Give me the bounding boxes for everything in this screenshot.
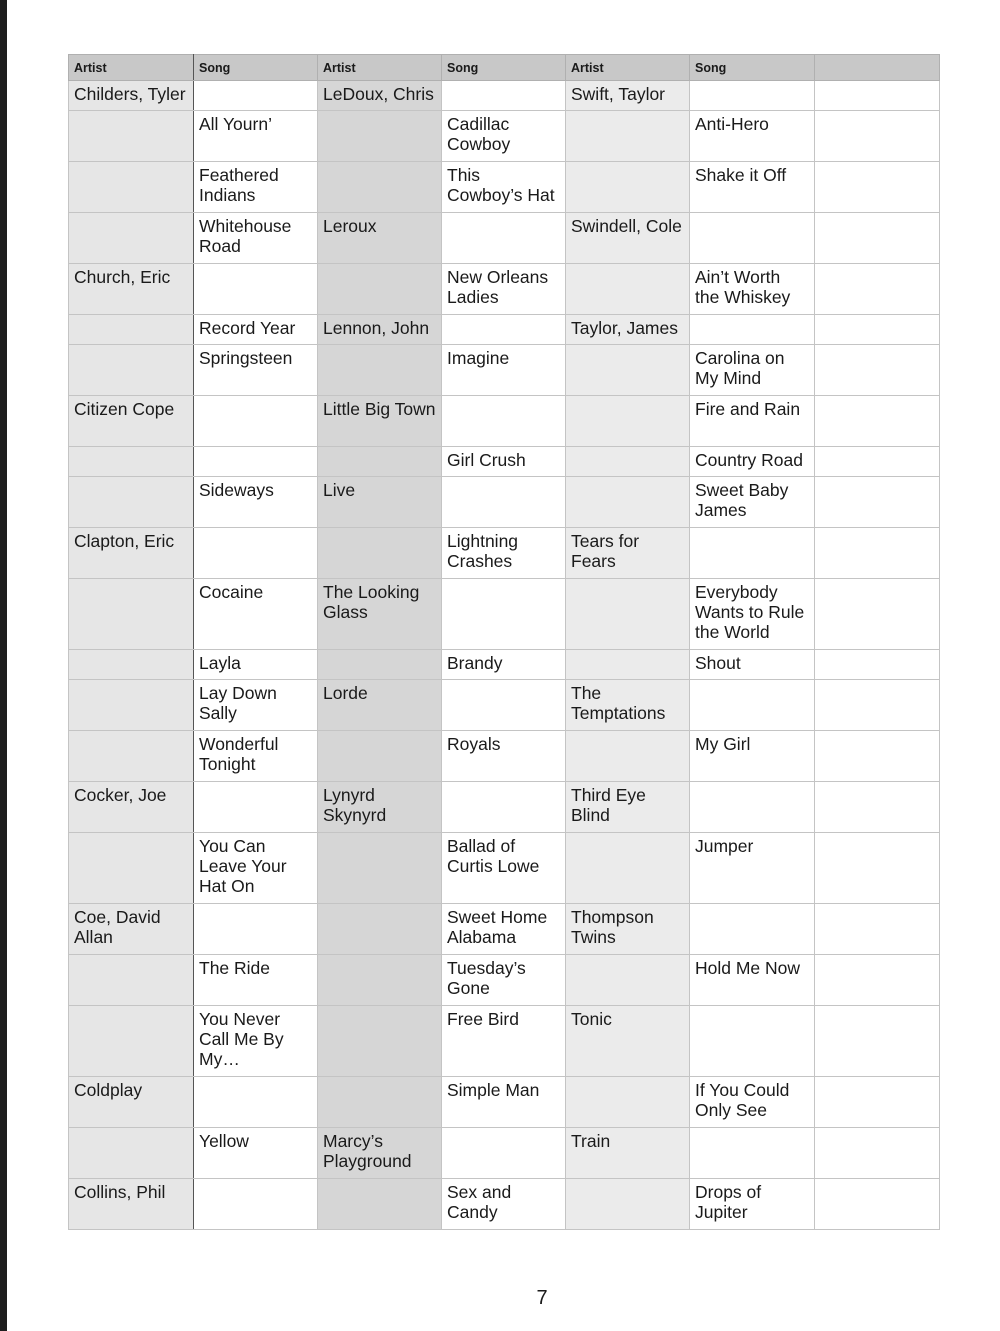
artist-cell: Clapton, Eric: [69, 528, 194, 579]
artist-cell: Tonic: [566, 1006, 690, 1077]
song-cell: [194, 447, 318, 477]
song-cell: Hold Me Now: [690, 955, 815, 1006]
artist-cell: [318, 833, 442, 904]
song-cell: Sex and Candy: [442, 1179, 566, 1230]
artist-cell: [318, 731, 442, 782]
song-cell: Ballad of Curtis Lowe: [442, 833, 566, 904]
blank-cell: [815, 1128, 940, 1179]
artist-cell: The Temptations: [566, 680, 690, 731]
artist-cell: [566, 833, 690, 904]
blank-cell: [815, 833, 940, 904]
artist-cell: Taylor, James: [566, 315, 690, 345]
table-row: [69, 477, 940, 528]
table-row: [69, 782, 940, 833]
blank-cell: [815, 213, 940, 264]
artist-cell: [318, 162, 442, 213]
song-cell: Shake it Off: [690, 162, 815, 213]
song-cell: [442, 213, 566, 264]
blank-cell: [815, 782, 940, 833]
artist-cell: The Looking Glass: [318, 579, 442, 650]
header-cell: Artist: [318, 55, 442, 81]
song-cell: [690, 680, 815, 731]
table-row: [69, 213, 940, 264]
blank-cell: [815, 396, 940, 447]
song-cell: Ain’t Worth the Whiskey: [690, 264, 815, 315]
artist-cell: [318, 650, 442, 680]
artist-cell: [318, 955, 442, 1006]
header-cell: Artist: [566, 55, 690, 81]
song-cell: [194, 782, 318, 833]
table-row: [69, 111, 940, 162]
song-cell: Sweet Home Alabama: [442, 904, 566, 955]
artist-cell: Coe, David Allan: [69, 904, 194, 955]
song-cell: Whitehouse Road: [194, 213, 318, 264]
song-cell: If You Could Only See: [690, 1077, 815, 1128]
song-cell: Girl Crush: [442, 447, 566, 477]
table-row: [69, 680, 940, 731]
artist-cell: [318, 528, 442, 579]
artist-cell: Train: [566, 1128, 690, 1179]
table-body: [69, 81, 940, 1230]
song-cell: [690, 1006, 815, 1077]
page-number: 7: [536, 1287, 548, 1309]
artist-cell: [318, 345, 442, 396]
artist-cell: [566, 447, 690, 477]
artist-cell: Thompson Twins: [566, 904, 690, 955]
artist-cell: [69, 1006, 194, 1077]
artist-cell: [69, 315, 194, 345]
artist-cell: Third Eye Blind: [566, 782, 690, 833]
song-cell: Simple Man: [442, 1077, 566, 1128]
artist-cell: [318, 447, 442, 477]
song-cell: Layla: [194, 650, 318, 680]
blank-cell: [815, 528, 940, 579]
song-cell: [194, 81, 318, 111]
blank-cell: [815, 264, 940, 315]
song-cell: [442, 782, 566, 833]
table-row: [69, 345, 940, 396]
artist-cell: [566, 396, 690, 447]
blank-cell: [815, 1077, 940, 1128]
song-cell: Anti-Hero: [690, 111, 815, 162]
song-cell: Royals: [442, 731, 566, 782]
artist-cell: Cocker, Joe: [69, 782, 194, 833]
artist-cell: Coldplay: [69, 1077, 194, 1128]
song-cell: Tuesday’s Gone: [442, 955, 566, 1006]
song-cell: Drops of Jupiter: [690, 1179, 815, 1230]
artist-cell: [318, 1077, 442, 1128]
song-cell: Carolina on My Mind: [690, 345, 815, 396]
song-cell: All Yourn’: [194, 111, 318, 162]
artist-cell: [566, 345, 690, 396]
artist-cell: [69, 650, 194, 680]
song-cell: [442, 1128, 566, 1179]
artist-cell: Lynyrd Skynyrd: [318, 782, 442, 833]
table-row: [69, 162, 940, 213]
song-cell: Cadillac Cowboy: [442, 111, 566, 162]
song-cell: [442, 680, 566, 731]
table-row: [69, 1077, 940, 1128]
table-row: [69, 528, 940, 579]
artist-cell: [566, 650, 690, 680]
artist-cell: [69, 213, 194, 264]
artist-cell: [566, 264, 690, 315]
artist-cell: [566, 731, 690, 782]
artist-cell: [566, 955, 690, 1006]
song-cell: [442, 579, 566, 650]
page-edge-bar: [0, 0, 7, 1331]
table-row: [69, 81, 940, 111]
song-cell: [194, 264, 318, 315]
song-cell: Shout: [690, 650, 815, 680]
song-cell: New Orleans Ladies: [442, 264, 566, 315]
artist-cell: [566, 1179, 690, 1230]
artist-cell: [318, 264, 442, 315]
song-cell: My Girl: [690, 731, 815, 782]
song-cell: You Can Leave Your Hat On: [194, 833, 318, 904]
song-cell: [442, 396, 566, 447]
song-cell: The Ride: [194, 955, 318, 1006]
artist-cell: Collins, Phil: [69, 1179, 194, 1230]
blank-cell: [815, 731, 940, 782]
song-cell: [194, 396, 318, 447]
blank-cell: [815, 447, 940, 477]
artist-cell: Lorde: [318, 680, 442, 731]
table-row: [69, 396, 940, 447]
song-cell: [194, 904, 318, 955]
table-row: [69, 731, 940, 782]
artist-cell: Live: [318, 477, 442, 528]
table-header: [69, 55, 940, 81]
song-cell: Sweet Baby James: [690, 477, 815, 528]
table-row: [69, 315, 940, 345]
song-cell: Yellow: [194, 1128, 318, 1179]
blank-cell: [815, 650, 940, 680]
artist-cell: [318, 1179, 442, 1230]
header-cell: [815, 55, 940, 81]
song-cell: Lay Down Sally: [194, 680, 318, 731]
artist-cell: [566, 162, 690, 213]
blank-cell: [815, 477, 940, 528]
artist-cell: [69, 111, 194, 162]
artist-cell: [69, 477, 194, 528]
song-cell: Jumper: [690, 833, 815, 904]
artist-cell: [318, 1006, 442, 1077]
artist-cell: [318, 904, 442, 955]
song-cell: Cocaine: [194, 579, 318, 650]
header-cell: Song: [690, 55, 815, 81]
blank-cell: [815, 680, 940, 731]
table-row: [69, 904, 940, 955]
song-cell: [690, 81, 815, 111]
artist-cell: Swift, Taylor: [566, 81, 690, 111]
blank-cell: [815, 111, 940, 162]
header-row: [69, 55, 940, 81]
song-cell: [194, 528, 318, 579]
header-cell: Song: [194, 55, 318, 81]
song-cell: You Never Call Me By My…: [194, 1006, 318, 1077]
song-cell: Imagine: [442, 345, 566, 396]
artist-cell: [566, 1077, 690, 1128]
blank-cell: [815, 904, 940, 955]
artist-cell: Citizen Cope: [69, 396, 194, 447]
artist-cell: [69, 731, 194, 782]
song-cell: Feathered Indians: [194, 162, 318, 213]
artist-cell: Swindell, Cole: [566, 213, 690, 264]
song-cell: [690, 904, 815, 955]
song-cell: [442, 477, 566, 528]
artist-cell: [69, 833, 194, 904]
artist-cell: Tears for Fears: [566, 528, 690, 579]
table-row: [69, 579, 940, 650]
blank-cell: [815, 1179, 940, 1230]
song-cell: [690, 1128, 815, 1179]
table-row: [69, 264, 940, 315]
artist-cell: [318, 111, 442, 162]
song-cell: [690, 315, 815, 345]
artist-cell: [566, 477, 690, 528]
artist-cell: Church, Eric: [69, 264, 194, 315]
blank-cell: [815, 345, 940, 396]
song-cell: Sideways: [194, 477, 318, 528]
song-cell: Wonderful Tonight: [194, 731, 318, 782]
table-row: [69, 1128, 940, 1179]
song-cell: [442, 315, 566, 345]
blank-cell: [815, 579, 940, 650]
artist-cell: Leroux: [318, 213, 442, 264]
table-row: [69, 955, 940, 1006]
header-cell: Artist: [69, 55, 194, 81]
artist-cell: [69, 345, 194, 396]
song-table: [68, 54, 940, 1230]
table-row: [69, 447, 940, 477]
artist-cell: Childers, Tyler: [69, 81, 194, 111]
artist-cell: [69, 447, 194, 477]
artist-cell: [566, 579, 690, 650]
song-cell: This Cowboy’s Hat: [442, 162, 566, 213]
table-row: [69, 1179, 940, 1230]
song-cell: Springsteen: [194, 345, 318, 396]
artist-cell: [566, 111, 690, 162]
artist-cell: [69, 579, 194, 650]
blank-cell: [815, 1006, 940, 1077]
song-cell: [442, 81, 566, 111]
blank-cell: [815, 162, 940, 213]
artist-cell: [69, 1128, 194, 1179]
artist-cell: LeDoux, Chris: [318, 81, 442, 111]
song-cell: [690, 213, 815, 264]
song-cell: Country Road: [690, 447, 815, 477]
song-cell: Everybody Wants to Rule the World: [690, 579, 815, 650]
song-cell: [194, 1077, 318, 1128]
blank-cell: [815, 81, 940, 111]
song-cell: [690, 782, 815, 833]
artist-cell: Little Big Town: [318, 396, 442, 447]
artist-cell: Lennon, John: [318, 315, 442, 345]
song-cell: Record Year: [194, 315, 318, 345]
artist-cell: [69, 162, 194, 213]
artist-cell: Marcy’s Playground: [318, 1128, 442, 1179]
song-cell: [690, 528, 815, 579]
song-cell: Brandy: [442, 650, 566, 680]
song-cell: [194, 1179, 318, 1230]
table-row: [69, 650, 940, 680]
artist-cell: [69, 955, 194, 1006]
song-cell: Free Bird: [442, 1006, 566, 1077]
table-row: [69, 1006, 940, 1077]
song-cell: Fire and Rain: [690, 396, 815, 447]
artist-cell: [69, 680, 194, 731]
table-row: [69, 833, 940, 904]
song-cell: Lightning Crashes: [442, 528, 566, 579]
blank-cell: [815, 955, 940, 1006]
blank-cell: [815, 315, 940, 345]
header-cell: Song: [442, 55, 566, 81]
